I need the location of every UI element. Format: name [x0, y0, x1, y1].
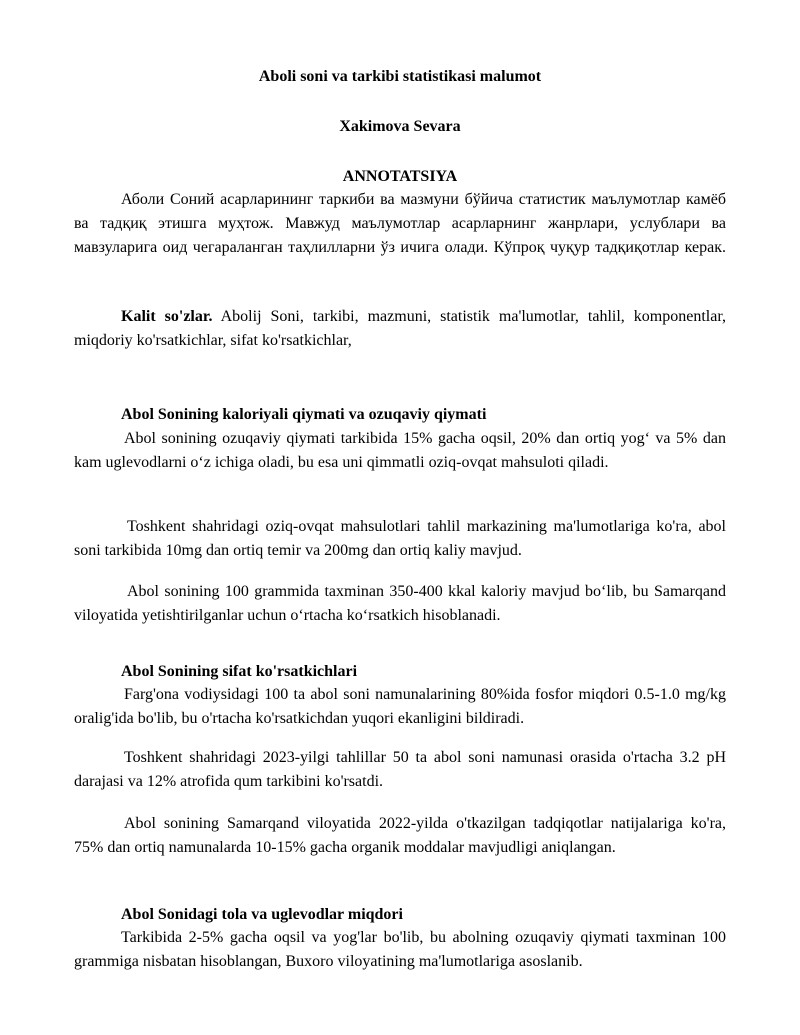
section-paragraph — [74, 926, 726, 974]
section-heading: Abol Sonidagi tola va uglevodlar miqdori — [121, 906, 403, 923]
section-heading: Abol Sonining kaloriyali qiymati va ozuqaviy qiymati — [121, 406, 487, 423]
section-heading: Abol Sonining sifat ko'rsatkichlari — [121, 663, 358, 680]
section-paragraph — [74, 580, 726, 628]
paragraph-text: Abol sonining Samarqand viloyatida 2022-yilda o'tkazilgan tadqiqotlar natijalariga ko'ra, 75% dan ortiq namunalarda 10-15% gacha organik moddalar mavjudligi aniqlangan. — [74, 815, 726, 856]
annotation-text: Аболи Соний асарларининг таркиби ва мазмуни бўйича статистик маълумотлар камёб ва тадқиқ этишга муҳтож. Мавжуд маълумотлар асарларнинг жанрлари, услублари ва мавзуларига оид чегараланган таҳлилларни ўз ичига олади. Кўпроқ чуқур тадқиқотлар керак. — [74, 191, 726, 256]
paragraph-text: Abol sonining 100 grammida taxminan 350-400 kkal kaloriy mavjud bo‘lib, bu Samarqand viloyatida yetishtirilganlar uchun o‘rtacha ko‘rsatkich hisoblanadi. — [74, 583, 726, 624]
section-paragraph — [74, 812, 726, 860]
section-paragraph — [74, 683, 726, 731]
paragraph-text: Tarkibida 2-5% gacha oqsil va yog'lar bo'lib, bu abolning ozuqaviy qiymati taxminan 100 grammiga nisbatan hisoblangan, Buxoro viloyatining ma'lumotlariga asoslanib. — [74, 929, 726, 970]
document-title: Aboli soni va tarkibi statistikasi malumot — [258, 68, 542, 85]
keywords-paragraph — [74, 305, 726, 353]
annotation-heading: ANNOTATSIYA — [342, 168, 458, 185]
paragraph-text: Toshkent shahridagi oziq-ovqat mahsulotlari tahlil markazining ma'lumotlariga ko'ra, abol soni tarkibida 10mg dan ortiq temir va 200mg dan ortiq kaliy mavjud. — [74, 518, 726, 559]
paragraph-text: Abol sonining ozuqaviy qiymati tarkibida 15% gacha oqsil, 20% dan ortiq yog‘ va 5% dan kam uglevodlarni o‘z ichiga oladi, bu esa uni qimmatli oziq-ovqat mahsuloti qiladi. — [74, 430, 726, 471]
paragraph-text: Farg'ona vodiysidagi 100 ta abol soni namunalarining 80%ida fosfor miqdori 0.5-1.0 mg/kg oralig'ida bo'lib, bu o'rtacha ko'rsatkichdan yuqori ekanligini bildiradi. — [74, 686, 726, 727]
section-paragraph — [74, 427, 726, 475]
annotation-body — [74, 188, 726, 260]
keywords-label: Kalit so'zlar. — [121, 308, 213, 325]
author-name: Xakimova Sevara — [339, 118, 461, 135]
section-paragraph — [74, 515, 726, 563]
paragraph-text: Toshkent shahridagi 2023-yilgi tahlillar 50 ta abol soni namunasi orasida o'rtacha 3.2 pH darajasi va 12% atrofida qum tarkibini ko'rsatdi. — [74, 749, 726, 790]
keywords-text: Abolij Soni, tarkibi, mazmuni, statistik ma'lumotlar, tahlil, komponentlar, miqdoriy ko'rsatkichlar, sifat ko'rsatkichlar, — [74, 308, 727, 349]
section-paragraph — [74, 746, 726, 794]
